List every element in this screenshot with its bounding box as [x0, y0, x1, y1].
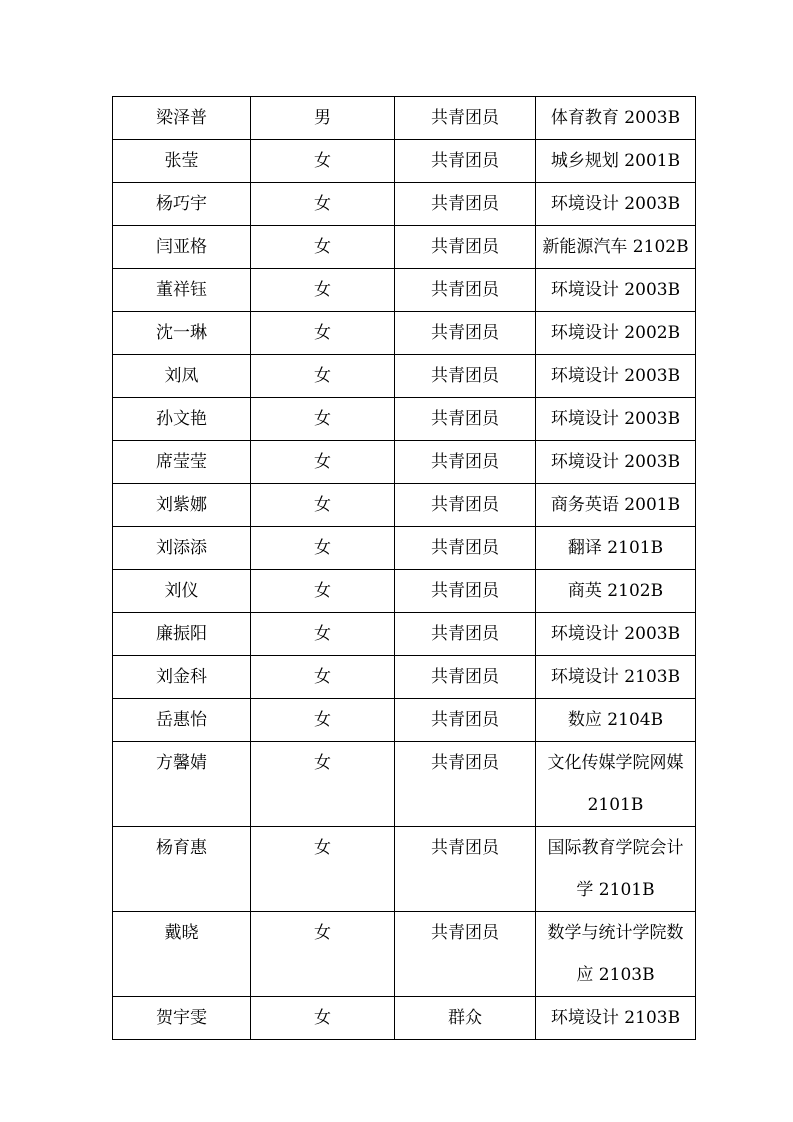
- table-row: [113, 742, 696, 827]
- name-cell: 张莹: [113, 140, 251, 183]
- political-status-cell: 共青团员: [395, 912, 536, 997]
- political-status-cell: 共青团员: [395, 140, 536, 183]
- political-status-cell: 共青团员: [395, 441, 536, 484]
- name-cell: 杨巧宇: [113, 183, 251, 226]
- table-row: [113, 997, 696, 1040]
- name-cell: 戴晓: [113, 912, 251, 997]
- political-status-cell: 共青团员: [395, 312, 536, 355]
- major-class-cell: 环境设计 2003B: [536, 441, 696, 484]
- table-row: [113, 827, 696, 912]
- political-status-cell: 共青团员: [395, 742, 536, 827]
- gender-cell: 男: [251, 97, 395, 140]
- table-row: [113, 226, 696, 269]
- gender-cell: 女: [251, 183, 395, 226]
- name-cell: 岳惠怡: [113, 699, 251, 742]
- major-class-cell: 环境设计 2003B: [536, 355, 696, 398]
- major-class-cell: 数学与统计学院数应 2103B: [536, 912, 696, 997]
- name-cell: 贺宇雯: [113, 997, 251, 1040]
- name-cell: 刘添添: [113, 527, 251, 570]
- major-class-cell: 环境设计 2003B: [536, 613, 696, 656]
- gender-cell: 女: [251, 398, 395, 441]
- gender-cell: 女: [251, 140, 395, 183]
- table-row: [113, 484, 696, 527]
- gender-cell: 女: [251, 527, 395, 570]
- political-status-cell: 共青团员: [395, 527, 536, 570]
- major-class-cell: 翻译 2101B: [536, 527, 696, 570]
- political-status-cell: 共青团员: [395, 570, 536, 613]
- gender-cell: 女: [251, 656, 395, 699]
- major-class-cell: 城乡规划 2001B: [536, 140, 696, 183]
- name-cell: 席莹莹: [113, 441, 251, 484]
- major-class-cell: 环境设计 2103B: [536, 656, 696, 699]
- political-status-cell: 共青团员: [395, 226, 536, 269]
- table-row: [113, 183, 696, 226]
- political-status-cell: 群众: [395, 997, 536, 1040]
- major-class-cell: 环境设计 2003B: [536, 269, 696, 312]
- gender-cell: 女: [251, 484, 395, 527]
- political-status-cell: 共青团员: [395, 827, 536, 912]
- political-status-cell: 共青团员: [395, 269, 536, 312]
- gender-cell: 女: [251, 570, 395, 613]
- major-class-cell: 环境设计 2003B: [536, 398, 696, 441]
- gender-cell: 女: [251, 827, 395, 912]
- name-cell: 刘凤: [113, 355, 251, 398]
- table-row: [113, 527, 696, 570]
- political-status-cell: 共青团员: [395, 97, 536, 140]
- gender-cell: 女: [251, 355, 395, 398]
- member-table: [112, 96, 696, 1040]
- major-class-cell: 商英 2102B: [536, 570, 696, 613]
- gender-cell: 女: [251, 699, 395, 742]
- name-cell: 沈一琳: [113, 312, 251, 355]
- political-status-cell: 共青团员: [395, 484, 536, 527]
- table-row: [113, 613, 696, 656]
- gender-cell: 女: [251, 441, 395, 484]
- major-class-cell: 环境设计 2003B: [536, 183, 696, 226]
- gender-cell: 女: [251, 269, 395, 312]
- major-class-cell: 环境设计 2002B: [536, 312, 696, 355]
- name-cell: 刘金科: [113, 656, 251, 699]
- table-row: [113, 398, 696, 441]
- gender-cell: 女: [251, 997, 395, 1040]
- name-cell: 董祥钰: [113, 269, 251, 312]
- table-row: [113, 355, 696, 398]
- name-cell: 刘仪: [113, 570, 251, 613]
- name-cell: 闫亚格: [113, 226, 251, 269]
- member-table-body: [113, 97, 696, 1040]
- political-status-cell: 共青团员: [395, 183, 536, 226]
- name-cell: 廉振阳: [113, 613, 251, 656]
- table-row: [113, 269, 696, 312]
- gender-cell: 女: [251, 912, 395, 997]
- table-row: [113, 912, 696, 997]
- name-cell: 方馨婧: [113, 742, 251, 827]
- political-status-cell: 共青团员: [395, 699, 536, 742]
- name-cell: 杨育惠: [113, 827, 251, 912]
- gender-cell: 女: [251, 613, 395, 656]
- gender-cell: 女: [251, 312, 395, 355]
- gender-cell: 女: [251, 742, 395, 827]
- political-status-cell: 共青团员: [395, 355, 536, 398]
- name-cell: 孙文艳: [113, 398, 251, 441]
- name-cell: 刘紫娜: [113, 484, 251, 527]
- table-row: [113, 312, 696, 355]
- name-cell: 梁泽普: [113, 97, 251, 140]
- major-class-cell: 文化传媒学院网媒 2101B: [536, 742, 696, 827]
- major-class-cell: 商务英语 2001B: [536, 484, 696, 527]
- political-status-cell: 共青团员: [395, 613, 536, 656]
- political-status-cell: 共青团员: [395, 398, 536, 441]
- major-class-cell: 环境设计 2103B: [536, 997, 696, 1040]
- gender-cell: 女: [251, 226, 395, 269]
- major-class-cell: 国际教育学院会计学 2101B: [536, 827, 696, 912]
- table-row: [113, 570, 696, 613]
- table-row: [113, 699, 696, 742]
- major-class-cell: 数应 2104B: [536, 699, 696, 742]
- table-row: [113, 140, 696, 183]
- table-row: [113, 97, 696, 140]
- major-class-cell: 新能源汽车 2102B: [536, 226, 696, 269]
- table-row: [113, 441, 696, 484]
- table-row: [113, 656, 696, 699]
- major-class-cell: 体育教育 2003B: [536, 97, 696, 140]
- political-status-cell: 共青团员: [395, 656, 536, 699]
